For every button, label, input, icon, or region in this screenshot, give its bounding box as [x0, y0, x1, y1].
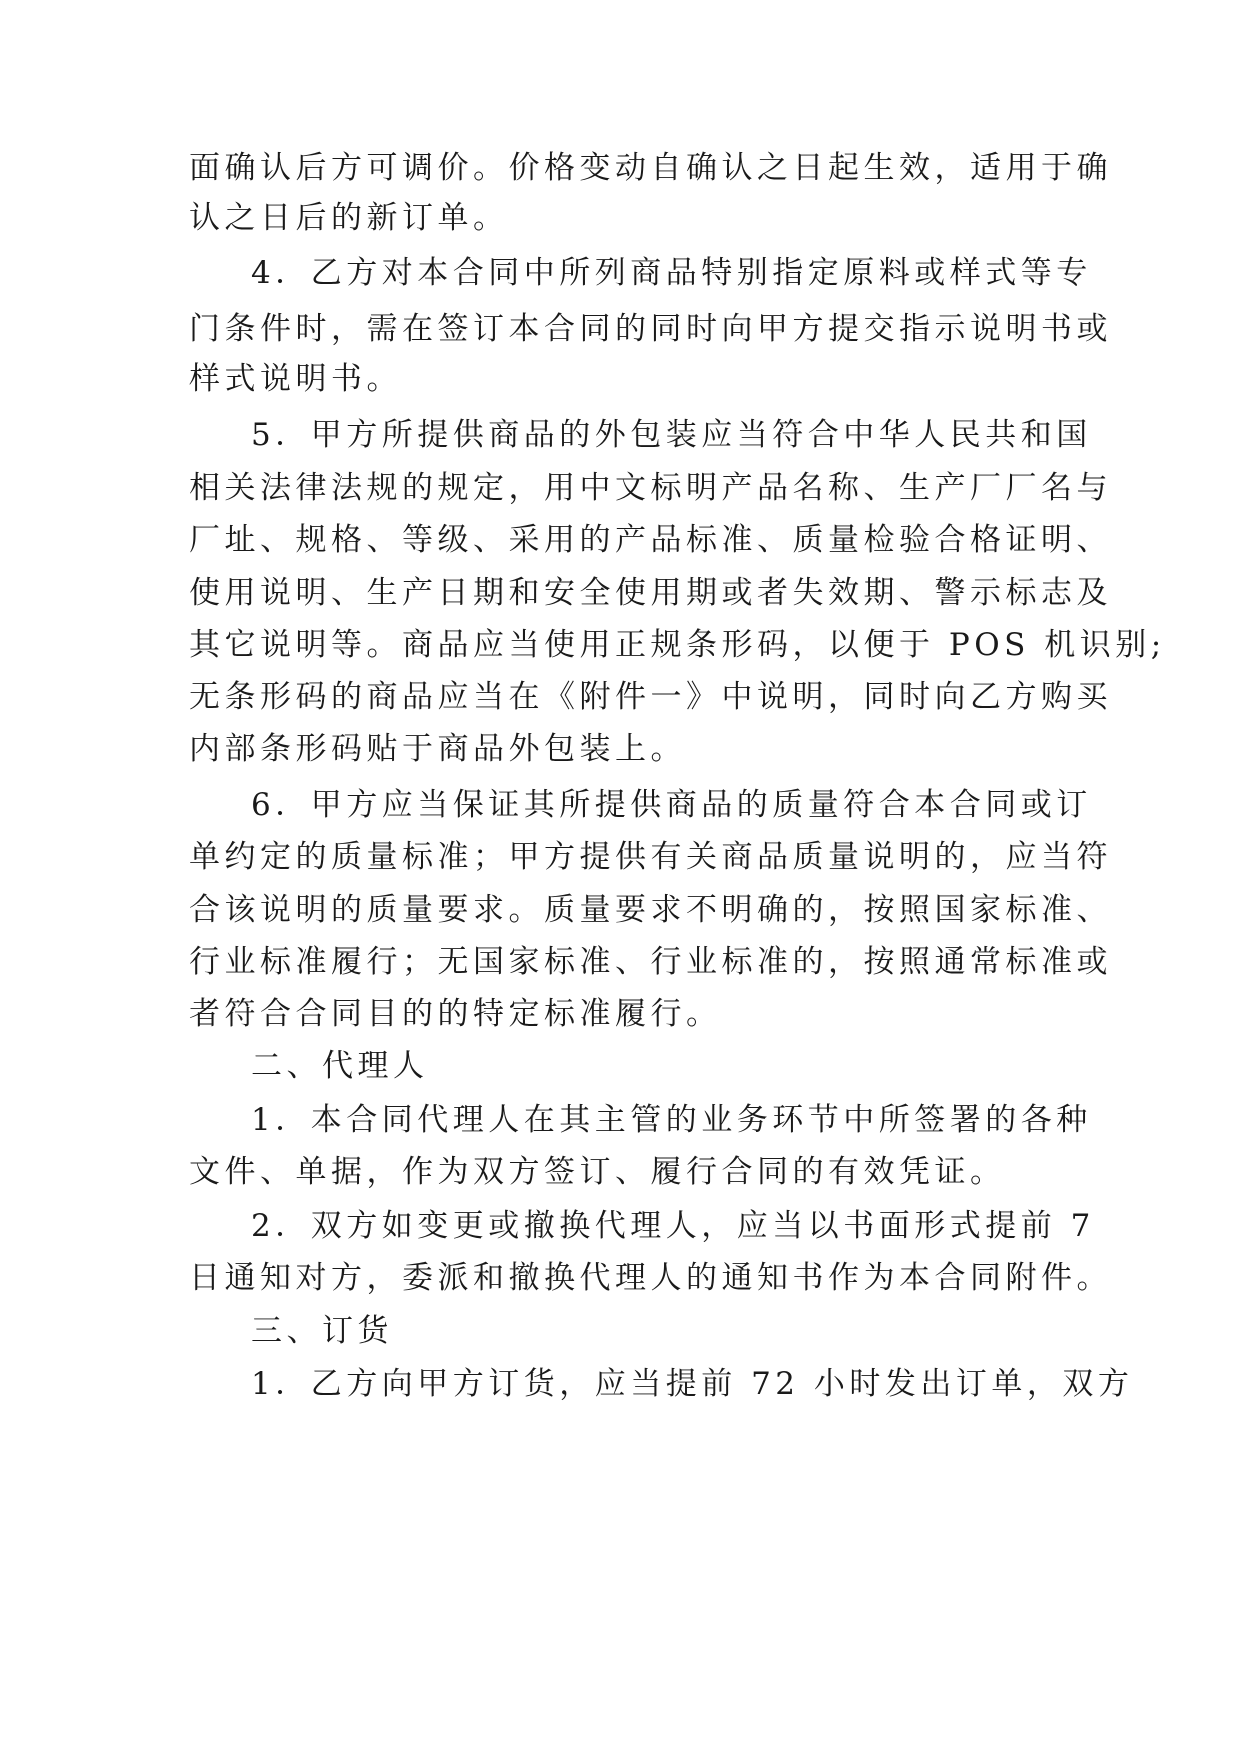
- text-line: 门条件时，需在签订本合同的同时向甲方提交指示说明书或: [189, 311, 1112, 347]
- paragraph-start: 1．乙方向甲方订货，应当提前 72 小时发出订单，双方: [251, 1366, 1134, 1402]
- text-line: 无条形码的商品应当在《附件一》中说明，同时向乙方购买: [189, 679, 1112, 715]
- paragraph-start: 2．双方如变更或撤换代理人，应当以书面形式提前 7: [251, 1208, 1095, 1244]
- paragraph-start: 6．甲方应当保证其所提供商品的质量符合本合同或订: [251, 787, 1092, 823]
- paragraph-start: 1．本合同代理人在其主管的业务环节中所签署的各种: [251, 1102, 1092, 1138]
- text-line: 厂址、规格、等级、采用的产品标准、质量检验合格证明、: [189, 522, 1112, 558]
- text-line: 文件、单据，作为双方签订、履行合同的有效凭证。: [189, 1154, 1006, 1190]
- text-line: 内部条形码贴于商品外包装上。: [189, 731, 686, 767]
- text-line: 使用说明、生产日期和安全使用期或者失效期、警示标志及: [189, 575, 1112, 611]
- section-heading: 二、代理人: [251, 1048, 429, 1084]
- text-line: 其它说明等。商品应当使用正规条形码，以便于 POS 机识别;: [189, 627, 1166, 663]
- paragraph-start: 4．乙方对本合同中所列商品特别指定原料或样式等专: [251, 255, 1092, 291]
- text-line: 单约定的质量标准；甲方提供有关商品质量说明的，应当符: [189, 839, 1112, 875]
- text-line: 样式说明书。: [189, 361, 402, 397]
- text-line: 日通知对方，委派和撤换代理人的通知书作为本合同附件。: [189, 1260, 1112, 1296]
- section-heading: 三、订货: [251, 1313, 393, 1349]
- paragraph-start: 5．甲方所提供商品的外包装应当符合中华人民共和国: [251, 417, 1092, 453]
- text-line: 面确认后方可调价。价格变动自确认之日起生效，适用于确: [189, 150, 1112, 186]
- text-line: 认之日后的新订单。: [189, 200, 509, 236]
- text-line: 行业标准履行；无国家标准、行业标准的，按照通常标准或: [189, 944, 1112, 980]
- text-line: 相关法律法规的规定，用中文标明产品名称、生产厂厂名与: [189, 470, 1112, 506]
- text-line: 者符合合同目的的特定标准履行。: [189, 996, 722, 1032]
- text-line: 合该说明的质量要求。质量要求不明确的，按照国家标准、: [189, 892, 1112, 928]
